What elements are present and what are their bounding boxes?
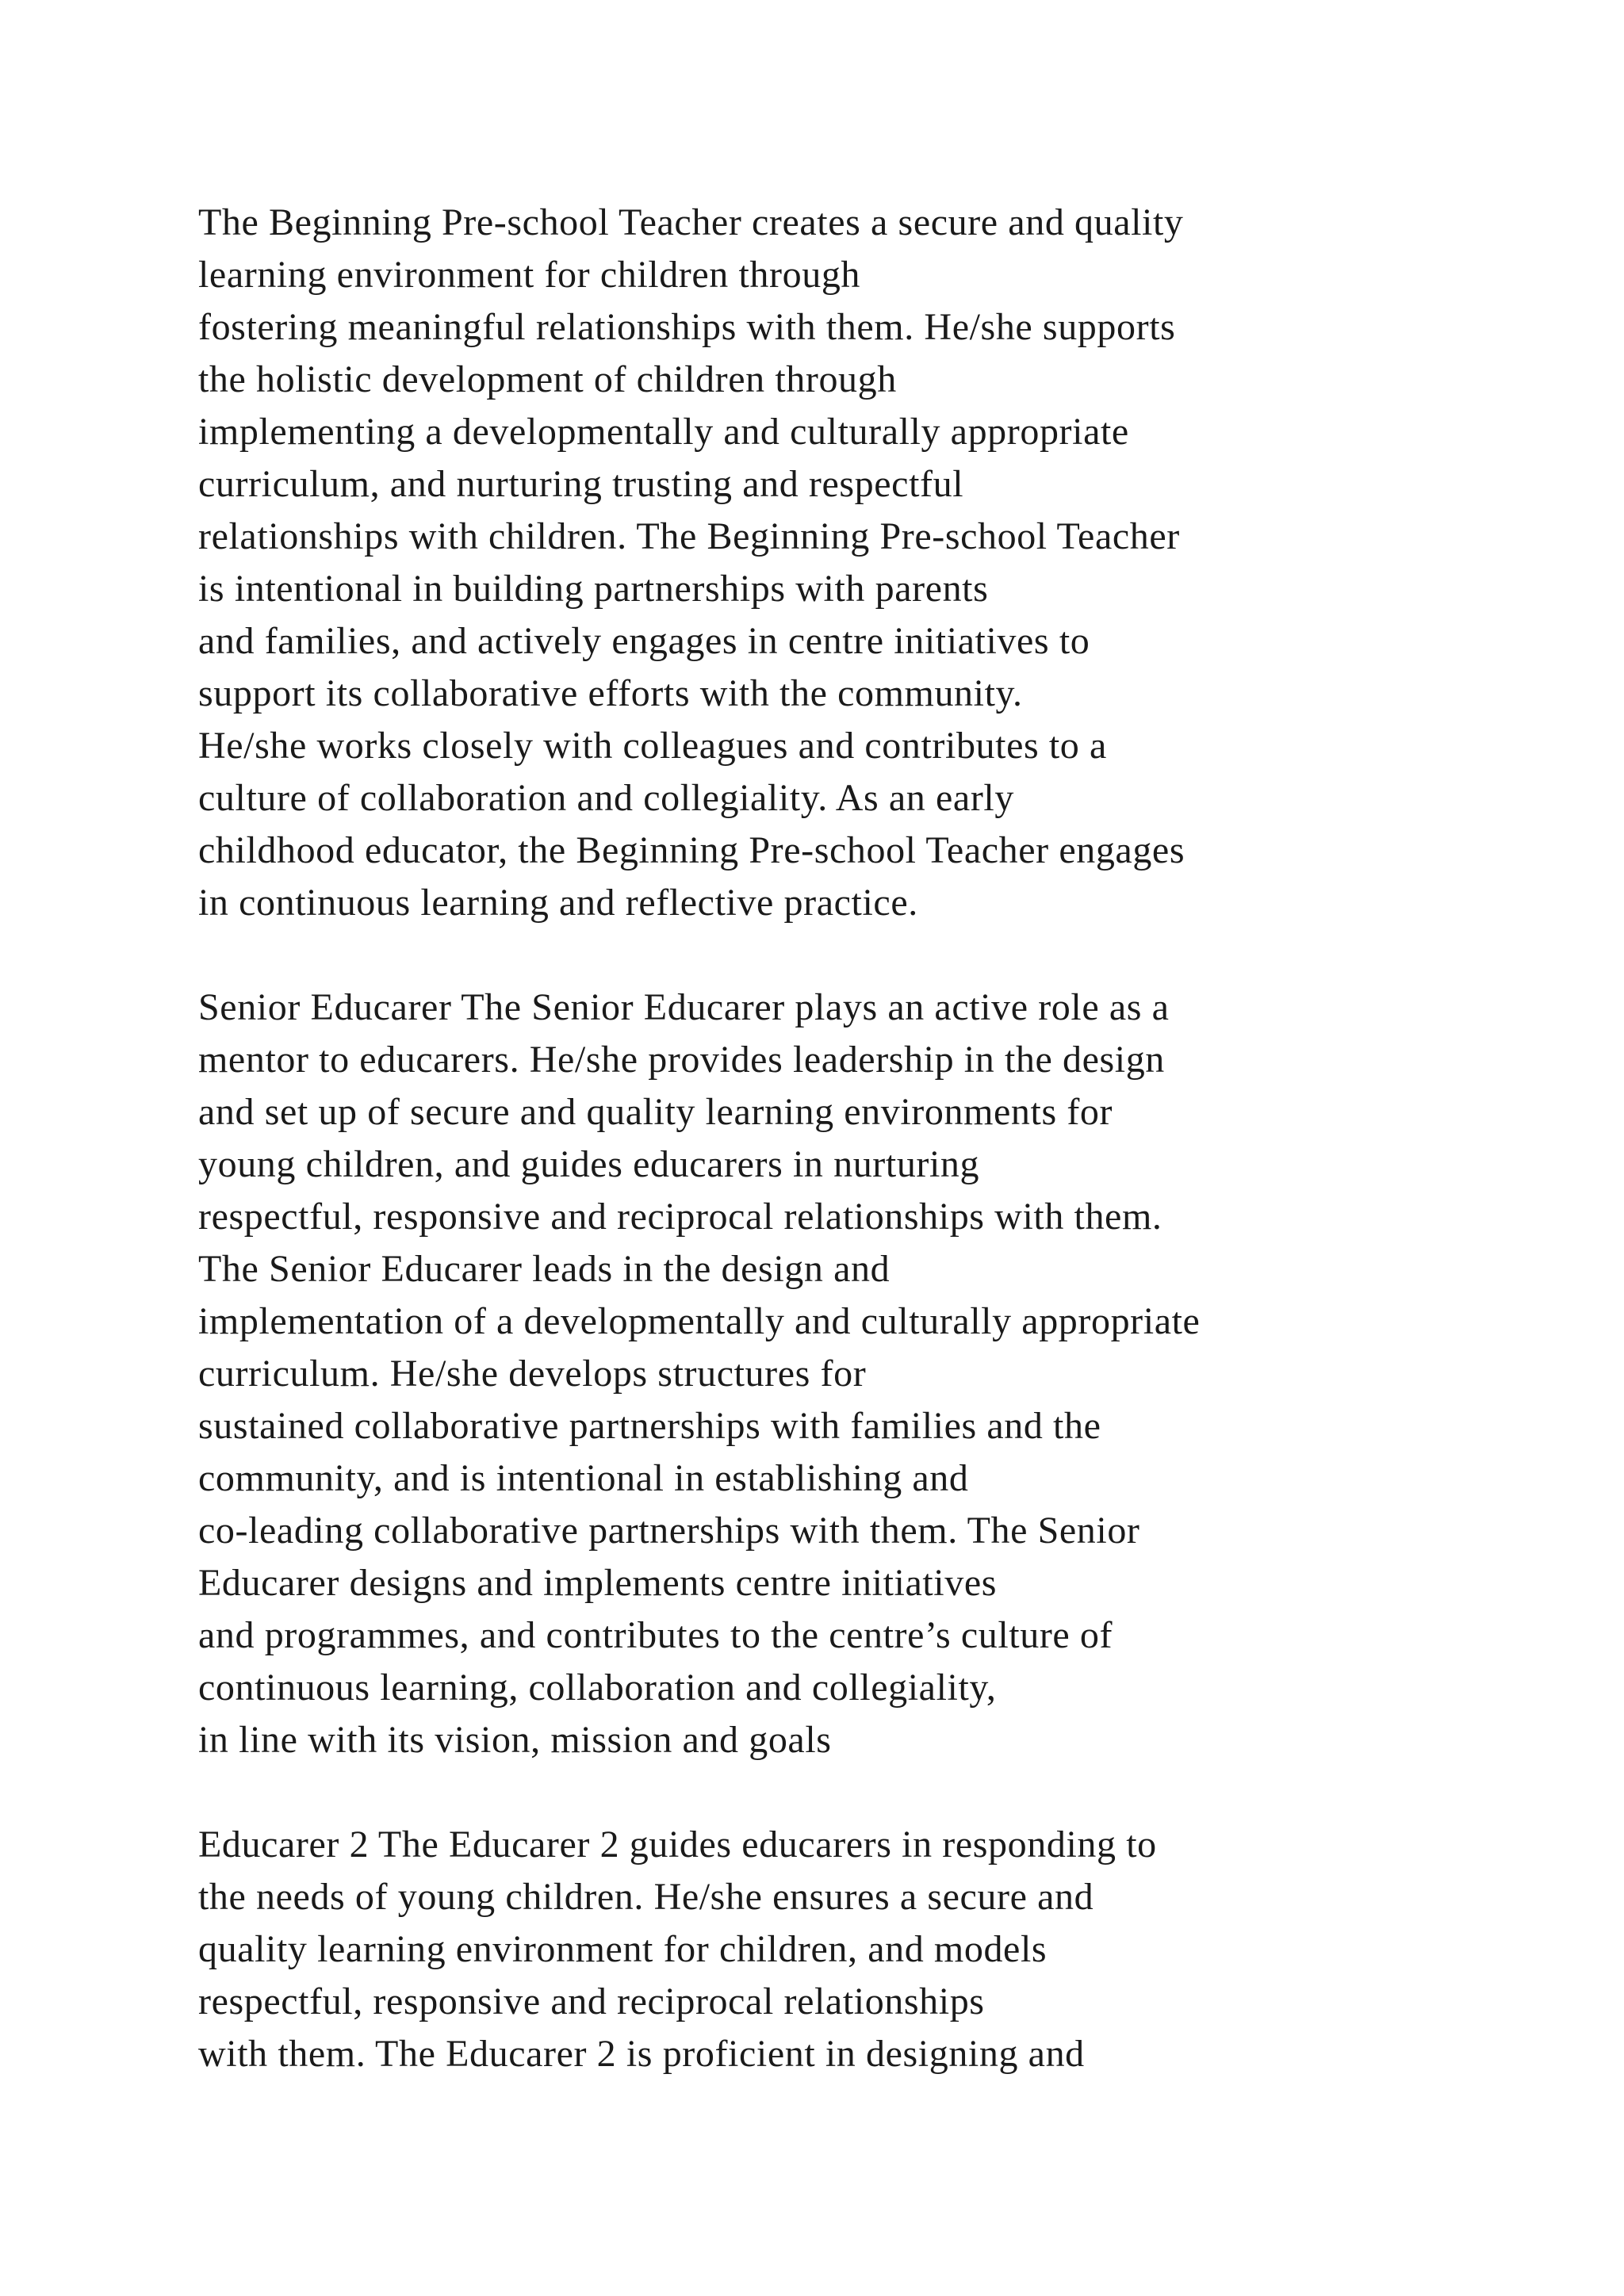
text-line: The Beginning Pre-school Teacher creates a secure and quality [198,201,1184,243]
text-line: implementing a developmentally and culturally appropriate [198,411,1129,453]
text-line: mentor to educarers. He/she provides leadership in the design [198,1039,1165,1081]
text-line: curriculum. He/she develops structures for [198,1353,867,1395]
text-line: culture of collaboration and collegiality. As an early [198,777,1014,819]
text-line: and set up of secure and quality learning environments for [198,1091,1113,1133]
text-line: The Senior Educarer leads in the design and [198,1248,891,1290]
text-line: respectful, responsive and reciprocal relationships with them. [198,1196,1162,1238]
text-line: sustained collaborative partnerships with families and the [198,1405,1101,1447]
text-line: He/she works closely with colleagues and contributes to a [198,725,1107,767]
text-line: with them. The Educarer 2 is proficient in designing and [198,2033,1085,2075]
text-line: continuous learning, collaboration and collegiality, [198,1667,997,1709]
text-line: quality learning environment for children, and models [198,1928,1048,1970]
text-line: community, and is intentional in establishing and [198,1457,969,1499]
text-line: is intentional in building partnerships with parents [198,568,989,610]
text-line: the needs of young children. He/she ensures a secure and [198,1876,1094,1918]
text-line: in line with its vision, mission and goals [198,1719,832,1761]
text-line: childhood educator, the Beginning Pre-school Teacher engages [198,829,1185,871]
text-line: fostering meaningful relationships with them. He/she supports [198,306,1176,348]
paragraph-beginning-preschool-teacher [198,197,1546,929]
paragraph-educarer-2 [198,1819,1546,2080]
text-line: learning environment for children through [198,254,861,296]
text-line: relationships with children. The Beginning Pre-school Teacher [198,515,1180,557]
text-line: and programmes, and contributes to the centre’s culture of [198,1614,1113,1656]
text-line: implementation of a developmentally and culturally appropriate [198,1300,1201,1342]
paragraph-senior-educarer [198,982,1546,1766]
text-line: support its collaborative efforts with the community. [198,672,1023,714]
text-line: Senior Educarer The Senior Educarer plays an active role as a [198,986,1170,1028]
text-line: the holistic development of children through [198,358,897,400]
text-line: in continuous learning and reflective practice. [198,882,918,924]
text-line: Educarer designs and implements centre initiatives [198,1562,998,1604]
text-line: respectful, responsive and reciprocal relationships [198,1980,985,2022]
text-line: and families, and actively engages in centre initiatives to [198,620,1090,662]
text-line: co-leading collaborative partnerships with them. The Senior [198,1510,1140,1552]
text-line: Educarer 2 The Educarer 2 guides educarers in responding to [198,1823,1157,1866]
text-line: curriculum, and nurturing trusting and respectful [198,463,964,505]
text-line: young children, and guides educarers in nurturing [198,1143,980,1185]
